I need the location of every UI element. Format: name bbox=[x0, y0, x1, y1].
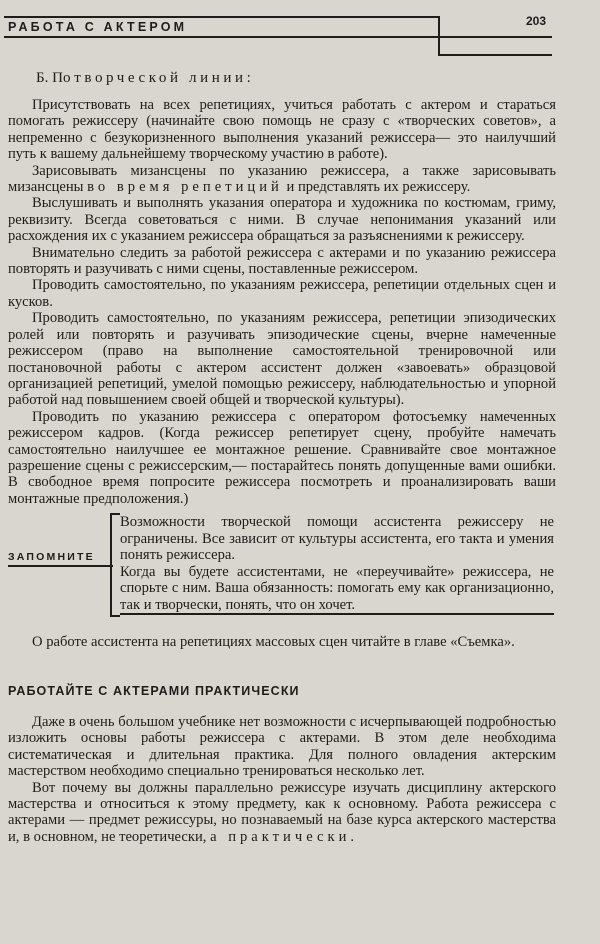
chapter-reference-note: О работе ассистента на репетициях массовых сцен читайте в главе «Съемка». bbox=[32, 634, 515, 650]
paragraph-start: Зарисовывать мизансцены по указанию режиссера, а также зарисовывать мизансцены bbox=[8, 162, 556, 196]
remember-line: Возможности творческой помощи ассистента режиссеру не ограничены. Все зависит от культуры ассистента, его такта и умения понять режиссера. bbox=[120, 514, 554, 564]
paragraph-start: Вот почему вы должны параллельно режиссуре изучать дисциплину актерского мастерства и относиться к этому предмету, как к основному. Работа режиссера с актерами — предмет режиссуры, но познаваемый на базе курса актерского мастерства и, в основном, не теоретически, bbox=[8, 779, 556, 845]
remember-text bbox=[120, 514, 554, 614]
paragraph: Проводить по указанию режиссера с оператором фотосъемку намеченных режиссером кадров. (Когда режиссер репетирует сцену, пробуйте намечать самостоятельно наилучшее ее монтажное решение. Сравнивайте свое монтажное разрешение сцены с режиссерским,— постарайтесь понять допущенные вами ошибки. В свободное время попросите режиссера посмотреть и проанализировать ваши монтажные предположения.) bbox=[8, 408, 556, 507]
paragraph: Проводить самостоятельно, по указаниям режиссера, репетиции эпизодических ролей или повторять и разучивать эпизодические сцены, вчерне намеченные режиссером (право на выполнение самостоятельной тренировочной или постановочной работы с актером ассистент должен «завоевать» образцовой организацией репетиций, умелой помощью режиссеру, наблюдательностью и упорной работой над повышением своей общей и творческой культуры). bbox=[8, 310, 556, 409]
header-rule-bottom bbox=[4, 36, 552, 38]
paragraph-end: и представлять их режиссеру. bbox=[286, 179, 471, 196]
subsection-prefix: Б. По bbox=[36, 70, 75, 86]
remember-line: Когда вы будете ассистентами, не «переучивайте» режиссера, не спорьте с ним. Ваша обязанность: помогать ему как организационно, так и творчески, понять, что он хочет. bbox=[120, 563, 554, 613]
header-rule-top bbox=[4, 16, 440, 18]
paragraph: Выслушивать и выполнять указания оператора и художника по костюмам, гриму, реквизиту. Всегда советоваться с ними. В случае непонимания указаний или расхождения их с указанием режиссера обращаться за разъяснениями к режиссеру. bbox=[8, 195, 556, 245]
page-number: 203 bbox=[526, 14, 547, 28]
paragraph: Внимательно следить за работой режиссера с актерами и по указанию режиссера повторять и разучивать с ними сцены, поставленные режиссером. bbox=[8, 244, 556, 278]
remember-bracket bbox=[110, 513, 120, 617]
section-paragraphs bbox=[8, 714, 556, 845]
paragraph: Присутствовать на всех репетициях, учиться работать с актером и стараться помогать режиссеру (начинайте свою помощь не сразу с «творческих советов», а непременно с безукоризненного выполнения указаний режиссера— это наилучший путь к вашему дальнейшему творческому участию в работе). bbox=[8, 97, 556, 163]
body-paragraphs bbox=[8, 97, 556, 507]
remember-label-rule bbox=[8, 565, 113, 567]
paragraph: Даже в очень большом учебнике нет возможности с исчерпывающей подробностью изложить основы работы режиссера с актерами. В этом деле необходима систематическая и длительная практика. Для полного овладения актерским мастерством необходимо специально тренироваться несколько лет. bbox=[8, 714, 556, 780]
header-rule-hook bbox=[438, 54, 552, 56]
paragraph-spaced: а практически. bbox=[210, 828, 359, 845]
remember-label: ЗАПОМНИТЕ bbox=[8, 551, 95, 563]
subsection-title bbox=[36, 70, 254, 87]
paragraph bbox=[8, 163, 556, 196]
subsection-spaced: творческой линии: bbox=[74, 70, 255, 86]
paragraph bbox=[8, 780, 556, 846]
paragraph: Проводить самостоятельно, по указаниям режиссера, репетиции отдельных сцен и кусков. bbox=[8, 277, 556, 310]
running-title: РАБОТА С АКТЕРОМ bbox=[8, 20, 188, 34]
paragraph-spaced: во время репетиций bbox=[87, 179, 283, 196]
header-rule-vertical bbox=[438, 16, 440, 56]
section-heading: РАБОТАЙТЕ С АКТЕРАМИ ПРАКТИЧЕСКИ bbox=[8, 684, 300, 698]
remember-bottom-rule bbox=[120, 613, 554, 615]
